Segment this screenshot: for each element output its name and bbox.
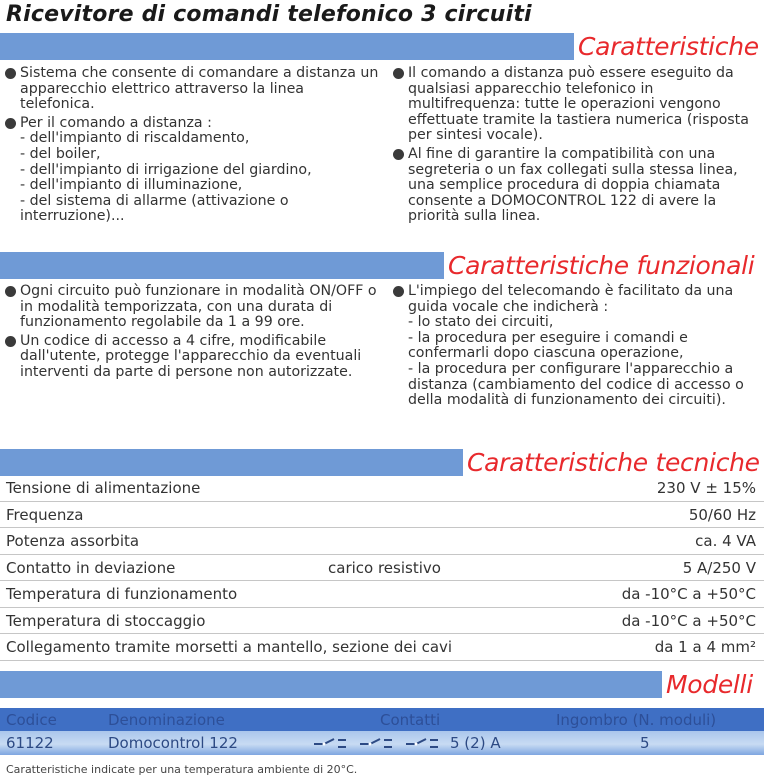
list-item-text: Ogni circuito può funzionare in modalità ON/OFF o in modalità temporizzata, con una durata di funzionamento regolabile da 1 a 99 ore. <box>20 283 377 331</box>
bullet-icon <box>5 286 16 297</box>
cell-code: 61122 <box>6 734 54 752</box>
page-title: Ricevitore di comandi telefonico 3 circuiti <box>6 2 532 27</box>
bullet-icon <box>5 68 16 79</box>
models-table-header <box>0 708 764 731</box>
sub-item: - dell'impianto di illuminazione, <box>20 177 243 194</box>
spec-value: da -10°C a +50°C <box>621 585 756 603</box>
cell-contacts <box>312 734 501 752</box>
models-table <box>0 708 764 755</box>
spec-row <box>0 555 764 582</box>
sub-item: - lo stato dei circuiti, <box>408 314 554 331</box>
spec-note: carico resistivo <box>328 558 441 577</box>
section-bar <box>0 252 444 279</box>
spec-value: 5 A/250 V <box>682 558 756 577</box>
specs-table <box>0 475 764 661</box>
spec-value: da 1 a 4 mm² <box>654 638 756 656</box>
sub-item: - dell'impianto di irrigazione del giardino, <box>20 161 312 178</box>
changeover-contact-icon <box>358 736 398 750</box>
spec-row <box>0 475 764 502</box>
list-item <box>4 66 382 113</box>
sub-item: - del boiler, <box>20 145 101 162</box>
table-row <box>0 731 764 755</box>
spec-row <box>0 581 764 608</box>
spec-value: 230 V ± 15% <box>656 479 756 497</box>
funzionali-left-column <box>4 284 382 384</box>
section-header-tecniche <box>0 449 764 476</box>
spec-label: Potenza assorbita <box>6 532 140 550</box>
section-heading: Caratteristiche tecniche <box>467 448 760 477</box>
list-item-text: Al fine di garantire la compatibilità con una segreteria o un fax collegati sulla stessa linea, una semplice procedura di doppia chiamata consente a DOMOCONTROL 122 di avere la priorità sulla linea. <box>408 145 738 225</box>
list-item <box>392 66 760 144</box>
list-item-text: Sistema che consente di comandare a distanza un apparecchio elettrico attraverso la linea telefonica. <box>20 65 379 113</box>
changeover-contact-icon <box>312 736 352 750</box>
section-header-caratteristiche <box>0 33 764 60</box>
sub-item: - la procedura per configurare l'apparecchio a distanza (cambiamento del codice di accesso o della modalità di funzionamento dei circuiti). <box>408 360 744 409</box>
caratteristiche-left-column <box>4 66 382 228</box>
section-bar <box>0 33 574 60</box>
column-header-name: Denominazione <box>108 711 225 729</box>
section-heading: Caratteristiche funzionali <box>448 251 755 280</box>
bullet-icon <box>393 286 404 297</box>
cell-modules: 5 <box>640 734 650 752</box>
section-header-funzionali <box>0 252 764 279</box>
section-header-modelli <box>0 671 764 698</box>
spec-row <box>0 528 764 555</box>
list-item <box>4 284 382 331</box>
footnote: Caratteristiche indicate per una temperatura ambiente di 20°C. <box>6 763 358 776</box>
spec-value: ca. 4 VA <box>695 532 756 550</box>
changeover-contact-icon <box>404 736 444 750</box>
list-item-text: Per il comando a distanza : <box>20 114 212 131</box>
spec-row <box>0 608 764 635</box>
bullet-icon <box>5 336 16 347</box>
cell-name: Domocontrol 122 <box>108 734 238 752</box>
section-bar <box>0 671 662 698</box>
bullet-icon <box>393 68 404 79</box>
column-header-code: Codice <box>6 711 57 729</box>
section-heading: Modelli <box>666 670 753 699</box>
spec-value: da -10°C a +50°C <box>621 611 756 630</box>
caratteristiche-right-column <box>392 66 760 228</box>
spec-row <box>0 634 764 661</box>
spec-label: Temperatura di stoccaggio <box>6 611 206 630</box>
sub-item: - dell'impianto di riscaldamento, <box>20 130 250 147</box>
spec-label: Contatto in deviazione <box>6 558 176 577</box>
column-header-contacts: Contatti <box>380 711 441 729</box>
list-item-text: Un codice di accesso a 4 cifre, modificabile dall'utente, protegge l'apparecchio da eventuali interventi da parte di persone non autorizzate. <box>20 332 362 380</box>
column-header-modules: Ingombro (N. moduli) <box>556 711 717 729</box>
section-heading: Caratteristiche <box>578 32 759 61</box>
spec-label: Frequenza <box>6 505 84 524</box>
list-item <box>4 116 382 225</box>
bullet-icon <box>5 118 16 129</box>
list-item-text: Il comando a distanza può essere eseguito da qualsiasi apparecchio telefonico in multifrequenza: tutte le operazioni vengono effettuate tramite la tastiera numerica (risposta per sintesi vocale). <box>408 65 749 144</box>
funzionali-right-column <box>392 284 760 412</box>
list-item <box>4 334 382 381</box>
contacts-rating: 5 (2) A <box>450 734 501 752</box>
sub-item: - del sistema di allarme (attivazione o interruzione)... <box>20 192 289 225</box>
section-bar <box>0 449 463 476</box>
spec-label: Temperatura di funzionamento <box>6 585 238 603</box>
bullet-icon <box>393 149 404 160</box>
spec-label: Tensione di alimentazione <box>6 479 201 497</box>
list-item <box>392 284 760 409</box>
list-item <box>392 147 760 225</box>
spec-value: 50/60 Hz <box>688 505 756 524</box>
spec-label: Collegamento tramite morsetti a mantello, sezione dei cavi <box>6 638 453 656</box>
spec-row <box>0 502 764 529</box>
sub-item: - la procedura per eseguire i comandi e confermarli dopo ciascuna operazione, <box>408 329 688 362</box>
list-item-text: L'impiego del telecomando è facilitato da una guida vocale che indicherà : <box>408 283 734 315</box>
